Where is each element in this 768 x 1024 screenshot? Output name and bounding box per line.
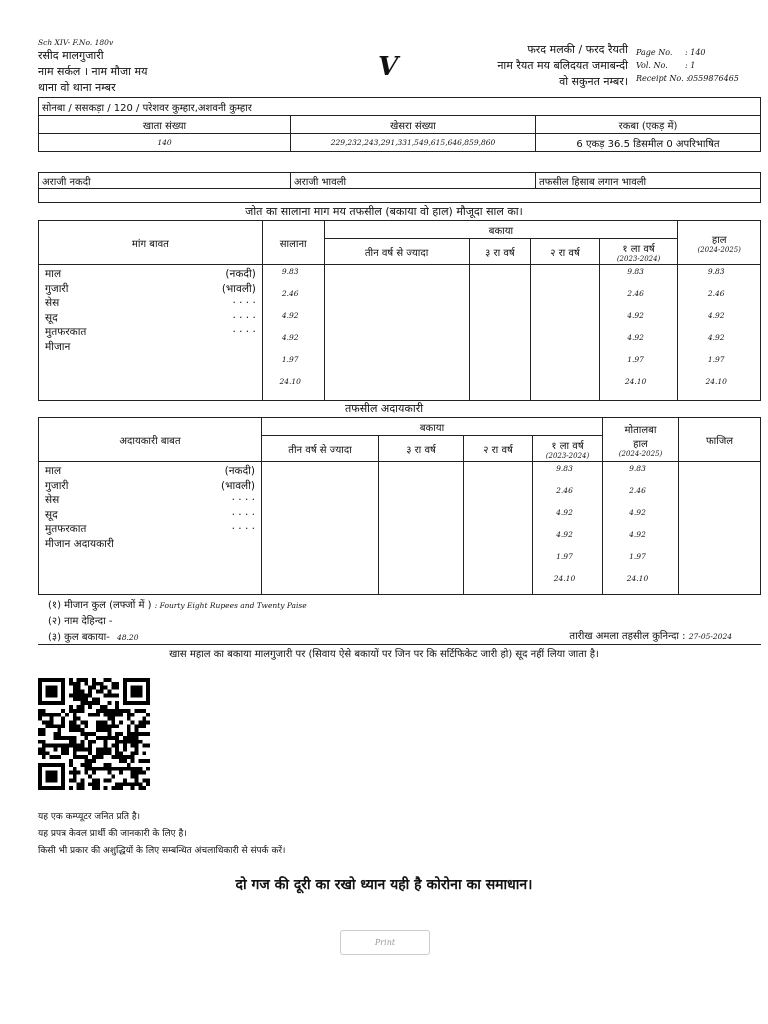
schedule-number: Sch XIV- F.No. 180v — [38, 38, 114, 47]
rakba-header: रकबा (एकड़ में) — [536, 116, 761, 134]
araji-naqdi: अराजी नकदी — [39, 173, 291, 189]
motalba-values: 9.83 2.46 4.92 4.92 1.97 24.10 — [603, 462, 679, 595]
rakba-value: 6 एकड़ 36.5 डिसमील 0 अपरिभाषित — [536, 134, 761, 152]
khesra-header: खेसरा संख्या — [291, 116, 536, 134]
header-right-line3: वो सकुनत नम्बर। — [559, 75, 628, 88]
disclaimer-line2: यह प्रपत्र केवल प्रार्थी की जानकारी के लिए है। — [38, 829, 187, 839]
salana-values: 9.83 2.46 4.92 4.92 1.97 24.10 — [262, 265, 324, 401]
header-right-line1: फरद मलकी / फरद रैयती — [527, 43, 628, 56]
print-button[interactable]: Print — [340, 930, 430, 955]
pahla-varsh-values: 9.83 2.46 4.92 4.92 1.97 24.10 — [599, 265, 678, 401]
page-no-label: Page No. — [636, 48, 673, 57]
tarikh-amla: तारीख अमला तहसील कुनिन्दा : 27-05-2024 — [569, 631, 732, 642]
land-info-table — [38, 97, 761, 152]
naam-dehinda: (२) नाम देहिन्दा - — [48, 616, 113, 627]
araji-empty-row — [39, 189, 761, 203]
khesra-value: 229,232,243,291,331,549,615,646,859,860 — [291, 134, 536, 152]
pay-teen-varsh-values — [262, 462, 379, 595]
fazil-header: फाजिल — [679, 418, 761, 462]
slogan: दो गज की दूरी का रखो ध्यान यही है कोरोना का समाधान। — [235, 877, 533, 893]
pay-bakaya-header: बकाया — [262, 418, 603, 436]
teen-varsh-values — [324, 265, 469, 401]
summary-divider — [38, 644, 761, 645]
vol-no-value: : 1 — [685, 61, 696, 70]
demand-table — [38, 220, 761, 401]
pay-pahla-varsh-values: 9.83 2.46 4.92 4.92 1.97 24.10 — [533, 462, 603, 595]
receipt-value: 0559876465 — [688, 74, 739, 83]
doosra-varsh-values — [531, 265, 600, 401]
bakaya-header: बकाया — [324, 221, 678, 239]
kul-bakaya: (३) कुल बकाया- 48.20 — [48, 632, 139, 643]
header-left-line3: थाना वो थाना नम्बर — [38, 81, 116, 94]
vol-no-label: Vol. No. — [636, 61, 668, 70]
salana-header: सालाना — [262, 221, 324, 265]
notice-text: खास महाल का बकाया मालगुजारी पर (सिवाय ऐसे बकायों पर जिन पर कि सर्टिफिकेट जारी हो) सूद नहीं लिया जाता है। — [169, 649, 599, 660]
header-right-line2: नाम रैयत मय बलिदयत जमाबन्दी — [497, 59, 628, 72]
center-mark: V — [378, 52, 399, 82]
pay-teen-varsh-header: तीन वर्ष से ज्यादा — [262, 436, 379, 462]
khata-header: खाता संख्या — [39, 116, 291, 134]
pay-teesra-varsh-values — [379, 462, 464, 595]
demand-title: जोत का सालाना माग मय तफसील (बकाया वो हाल) मौजूदा साल का। — [245, 205, 523, 218]
payment-title: तफसील अदायकारी — [344, 402, 424, 415]
header-left-line2: नाम सर्कल । नाम मौजा मय — [38, 65, 148, 78]
pay-pahla-varsh-header: १ ला वर्ष (2023-2024) — [533, 436, 603, 462]
araji-table — [38, 172, 761, 203]
pahla-varsh-header: १ ला वर्ष (2023-2024) — [599, 239, 678, 265]
qr-code — [38, 678, 150, 790]
teen-varsh-header: तीन वर्ष से ज्यादा — [324, 239, 469, 265]
header-left-line1: रसीद मालगुजारी — [38, 49, 104, 62]
doosra-varsh-header: २ रा वर्ष — [531, 239, 600, 265]
mizan-kul: (१) मीजान कुल (लफ्जों में ) : Fourty Eight Rupees and Twenty Paise — [48, 600, 307, 611]
payment-labels: माल (नकदी) गुजारी (भावली) सेस · · · · सूद · · · · मुतफरकात · · · · मीजान अदायकारी — [39, 462, 262, 595]
demand-labels: माल (नकदी) गुजारी (भावली) सेस · · · · सूद · · · · मुतफरकात · · · · मीजान — [39, 265, 263, 401]
location-line: सोनबा / ससकड़ा / 120 / परेशवर कुम्हार,अशवनी कुम्हार — [39, 98, 761, 116]
pay-doosra-varsh-values — [464, 462, 533, 595]
fazil-values — [679, 462, 761, 595]
disclaimer-line3: किसी भी प्रकार की अशुद्धियों के लिए सम्बन्धित अंचलाधिकारी से संपर्क करें। — [38, 846, 286, 856]
payment-table — [38, 417, 761, 595]
araji-bhawli: अराजी भावली — [291, 173, 536, 189]
khata-value: 140 — [39, 134, 291, 152]
hal-values: 9.83 2.46 4.92 4.92 1.97 24.10 — [678, 265, 761, 401]
tafsil-bhawli: तफसील हिसाब लगान भावली — [536, 173, 761, 189]
disclaimer-line1: यह एक कम्प्यूटर जनित प्रति है। — [38, 812, 141, 822]
pay-doosra-varsh-header: २ रा वर्ष — [464, 436, 533, 462]
hal-header: हाल (2024-2025) — [678, 221, 761, 265]
receipt-label: Receipt No. : — [636, 74, 689, 83]
mang-header: मांग बावत — [39, 221, 263, 265]
motalba-header: मोतालबा हाल (2024-2025) — [603, 418, 679, 462]
teesra-varsh-values — [469, 265, 531, 401]
page-no-value: : 140 — [685, 48, 706, 57]
teesra-varsh-header: ३ रा वर्ष — [469, 239, 531, 265]
adaykari-header: अदायकारी बाबत — [39, 418, 262, 462]
pay-teesra-varsh-header: ३ रा वर्ष — [379, 436, 464, 462]
